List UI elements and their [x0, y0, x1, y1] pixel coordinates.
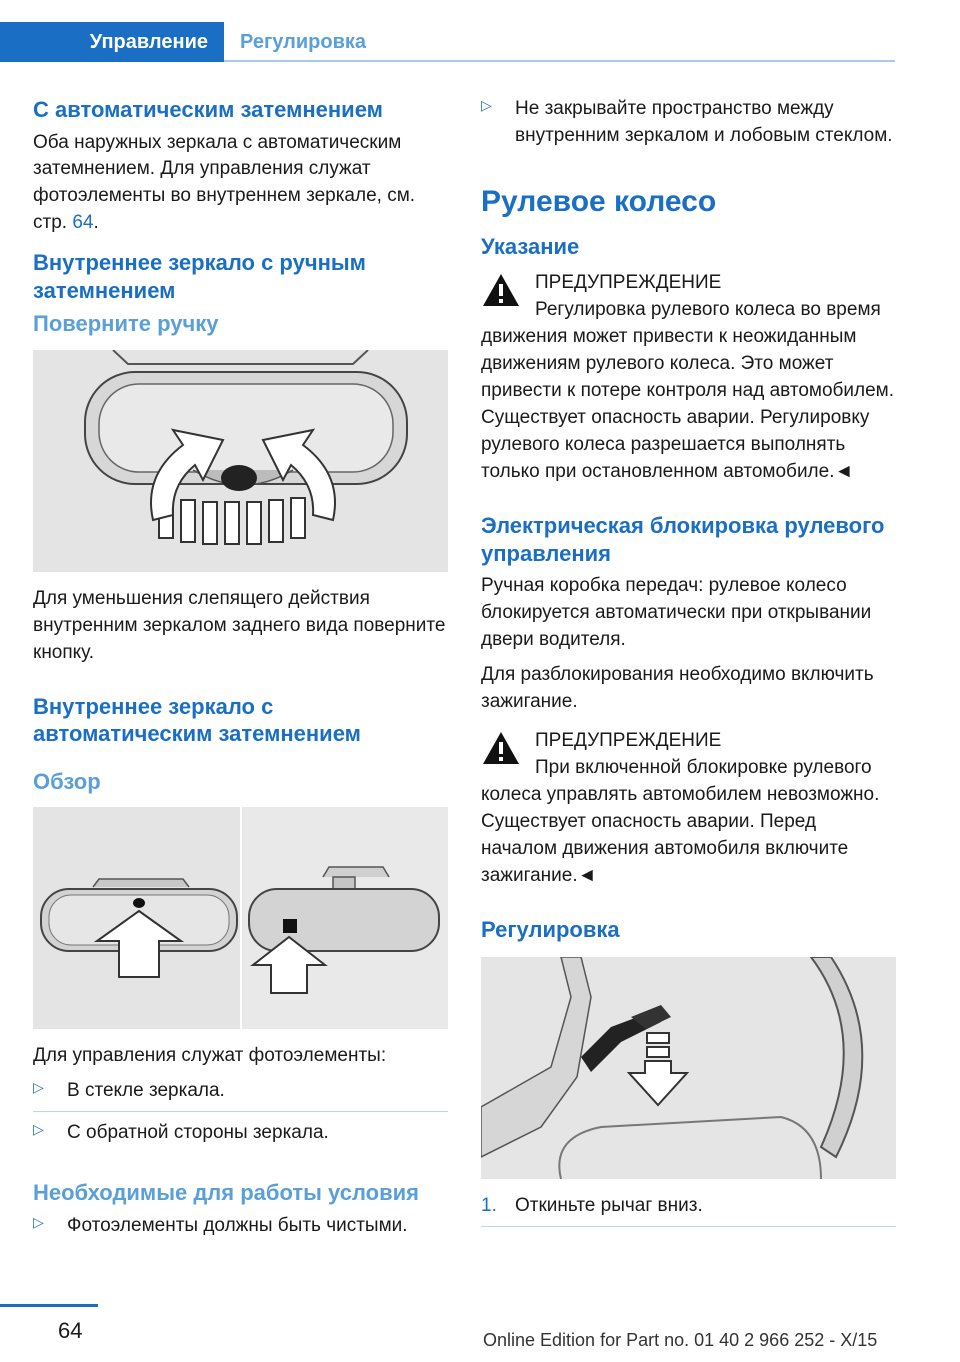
conditions-heading: Необходимые для работы условия — [33, 1180, 419, 1206]
steering-lock-heading: Электрическая блокировка рулевого управления — [481, 513, 885, 566]
turn-knob-text: Для уменьшения слепящего действия внутренним зеркалом заднего вида поверните кнопку. — [33, 587, 446, 663]
list-item — [33, 1213, 448, 1246]
warning-block-1 — [481, 270, 896, 486]
warning-2-text: При включенной блокировке рулевого колеса управлять автомобилем невозможно. Существует опасность аварии. Перед началом движения автомобиля включите зажигание.◄ — [481, 757, 880, 886]
chapter-tabs — [0, 22, 895, 62]
left-column — [33, 96, 448, 1258]
adjust-steps-list — [481, 1193, 896, 1227]
warning-2-title: ПРЕДУПРЕЖДЕНИЕ — [535, 730, 722, 752]
steering-lock-text-1: Ручная коробка передач: рулевое колесо блокируется автоматически при открывании двери водителя. — [481, 575, 872, 651]
auto-dimming-text — [33, 130, 448, 238]
list-item — [33, 1078, 448, 1112]
right-column — [481, 96, 896, 1227]
adjusting-heading: Регулировка — [481, 916, 620, 942]
list-item — [481, 96, 896, 156]
steering-lever-illustration — [481, 957, 896, 1179]
page-number: 64 — [58, 1318, 83, 1343]
photocell-text: Для управления служат фотоэлементы: — [33, 1045, 387, 1067]
triangle-bullet-icon: ▷ — [33, 1079, 44, 1096]
tab-underline — [224, 60, 895, 62]
auto-dimming-heading: С автоматическим затемнением — [33, 97, 383, 122]
manual-mirror-illustration — [33, 350, 448, 572]
autodim-mirror-heading: Внутреннее зеркало с автоматическим затемнением — [33, 693, 361, 747]
triangle-bullet-icon: ▷ — [33, 1213, 44, 1230]
triangle-bullet-icon: ▷ — [33, 1121, 44, 1138]
list-item-text: Откиньте рычаг вниз. — [515, 1195, 703, 1217]
list-item-text: С обратной стороны зеркала. — [67, 1122, 329, 1144]
warning-1-text: Регулировка рулевого колеса во время движения может привести к неожиданным движениям рулевого колеса. Это может привести к потере контроля над автомобилем. Существует опасность аварии. Регулировку рулевого колеса разрешается выполнять только при остановленном автомобиле.◄ — [481, 299, 895, 483]
tab-adjusting[interactable]: Регулировка — [240, 31, 367, 53]
steering-lock-text-2: Для разблокирования необходимо включить зажигание. — [481, 664, 874, 713]
warning-1-title: ПРЕДУПРЕЖДЕНИЕ — [535, 272, 722, 294]
tab-controls[interactable]: Управление — [0, 22, 224, 62]
photocell-illustration — [33, 807, 448, 1029]
conditions-list-continued — [481, 96, 896, 156]
list-item — [33, 1120, 448, 1153]
photocell-list — [33, 1078, 448, 1153]
turn-knob-heading: Поверните ручку — [33, 311, 219, 337]
list-item — [481, 1193, 896, 1227]
step-number: 1. — [481, 1195, 497, 1217]
warning-triangle-icon — [481, 730, 521, 766]
overview-heading: Обзор — [33, 768, 101, 794]
note-heading: Указание — [481, 233, 580, 259]
warning-triangle-icon — [481, 272, 521, 308]
page-reference-link[interactable]: 64 — [72, 212, 94, 234]
warning-block-2 — [481, 728, 896, 890]
auto-dimming-text-main: Оба наружных зеркала с автоматическим затемнением. Для управления служат фотоэлементы во внутреннем зеркале, см. стр. — [33, 131, 416, 234]
footer-accent-line — [0, 1304, 98, 1307]
list-item-text: Фотоэлементы должны быть чистыми. — [67, 1214, 408, 1236]
steering-wheel-heading: Рулевое колесо — [481, 184, 717, 218]
manual-mirror-heading: Внутреннее зеркало с ручным затемнением — [33, 250, 366, 303]
auto-dimming-text-end: . — [93, 212, 99, 234]
online-edition-note: Online Edition for Part no. 01 40 2 966 252 - X/15 — [483, 1330, 878, 1350]
triangle-bullet-icon: ▷ — [481, 97, 492, 113]
list-item-text: Не закрывайте пространство между внутренним зеркалом и лобовым стеклом. — [515, 98, 893, 146]
list-item-text: В стекле зеркала. — [67, 1080, 225, 1102]
conditions-list — [33, 1213, 448, 1246]
